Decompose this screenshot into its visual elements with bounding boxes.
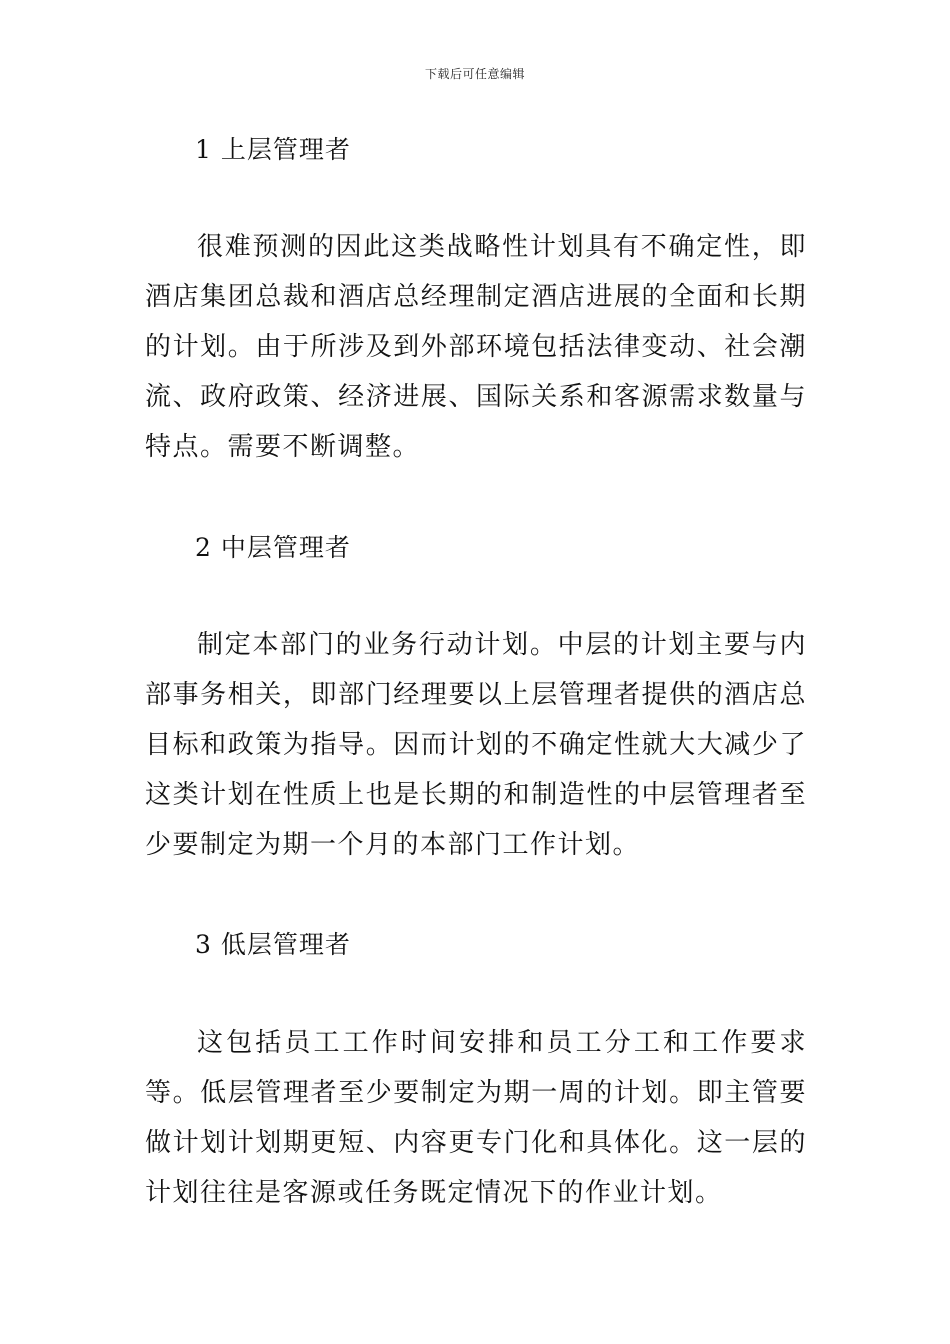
section-heading-1: 1 上层管理者: [195, 135, 351, 164]
section-paragraph-1: 很难预测的因此这类战略性计划具有不确定性，即酒店集团总裁和酒店总经理制定酒店进展的全面和长期的计划。由于所涉及到外部环境包括法律变动、社会潮流、政府政策、经济进展、国际关系和客源需求数量与特点。需要不断调整。: [145, 232, 807, 462]
section-paragraph-3: 这包括员工工作时间安排和员工分工和工作要求等。低层管理者至少要制定为期一周的计划。即主管要做计划计划期更短、内容更专门化和具体化。这一层的计划往往是客源或任务既定情况下的作业计划。: [145, 1028, 807, 1208]
section-paragraph-2: 制定本部门的业务行动计划。中层的计划主要与内部事务相关，即部门经理要以上层管理者提供的酒店总目标和政策为指导。因而计划的不确定性就大大减少了这类计划在性质上也是长期的和制造性的中层管理者至少要制定为期一个月的本部门工作计划。: [145, 630, 807, 860]
section-heading-3: 3 低层管理者: [195, 930, 351, 959]
section-heading-2: 2 中层管理者: [195, 533, 351, 562]
header-note: 下载后可任意编辑: [424, 67, 525, 81]
